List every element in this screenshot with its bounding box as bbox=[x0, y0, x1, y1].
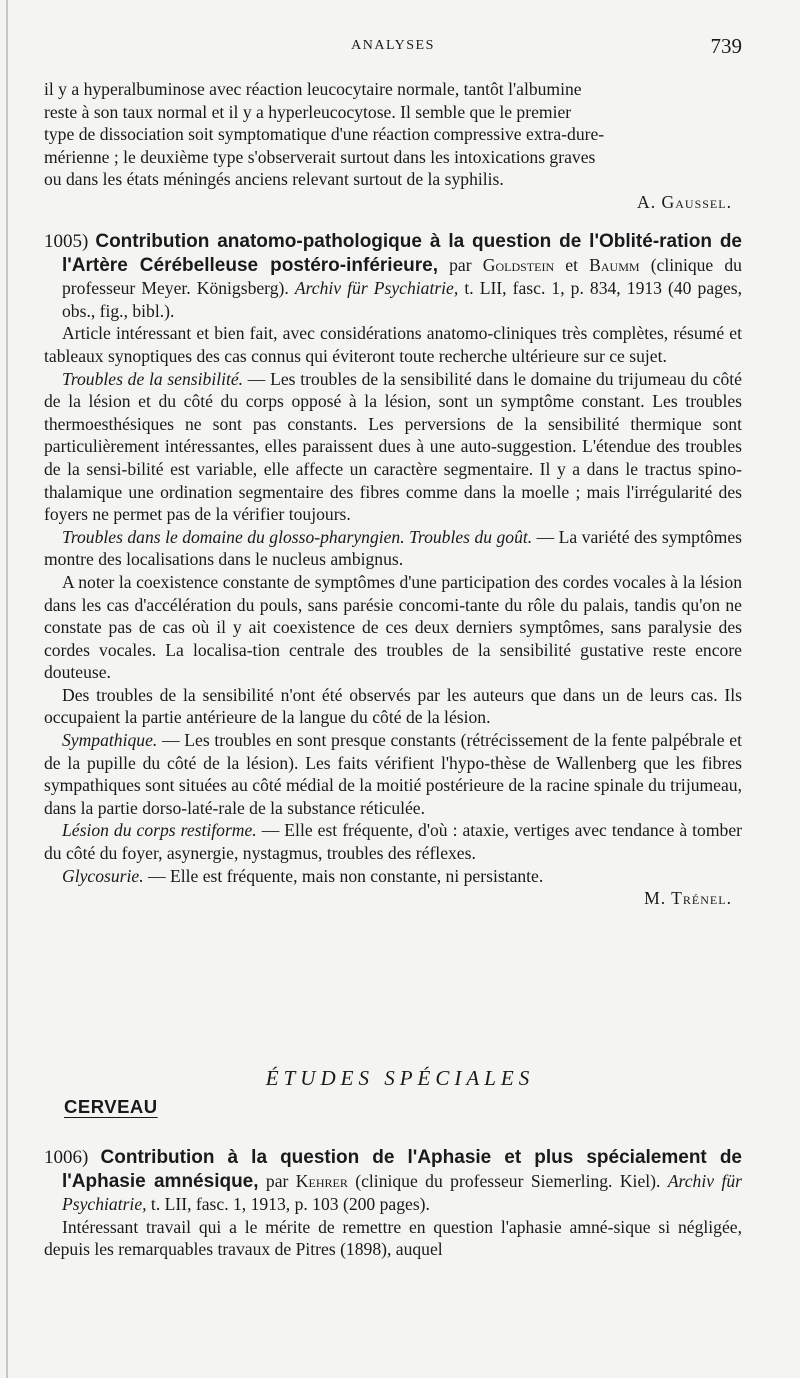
section-heading: Troubles dans le domaine du glosso-pharyngien. Troubles du goût. bbox=[62, 526, 533, 547]
intro-line: il y a hyperalbuminose avec réaction leucocytaire normale, tantôt l'albumine bbox=[44, 79, 582, 99]
journal-name: Archiv für Psychiatrie, bbox=[62, 1170, 742, 1215]
paragraph: Des troubles de la sensibilité n'ont été observés par les auteurs que dans un de leurs cas. Ils occupaient la partie antérieure de la langue du côté de la lésion. bbox=[44, 684, 742, 728]
section-paragraph bbox=[44, 819, 742, 864]
and-text: et bbox=[554, 254, 590, 275]
section-title: ÉTUDES SPÉCIALES bbox=[265, 1066, 535, 1090]
affiliation: (clinique du professeur Meyer. Königsberg). bbox=[62, 254, 742, 299]
section-text: — Les troubles de la sensibilité dans le domaine du trijumeau du côté de la lésion et du côté du corps opposé à la lésion, sont un symptôme constant. Les troubles thermoesthésiques ne sont pas constants. Les perversions de la sensibilité thermique sont particulièrement intéressantes, elles paraissent dues à une auto-suggestion. L'étendue des troubles de la sensi-bilité est variable, elle affecte un caractère segmentaire. Il y a dans le tractus spino-thalamique une ordination segmentaire des fibres comme dans la moelle ; mais l'irrégularité des foyers ne permet pas de la vérifier toujours. bbox=[44, 368, 742, 525]
author-name: Goldstein bbox=[482, 254, 555, 275]
section-paragraph bbox=[44, 865, 742, 888]
section-text: — Elle est fréquente, d'où : ataxie, vertiges avec tendance à tomber du côté du foyer, asynergie, nystagmus, troubles des réflexes. bbox=[44, 820, 742, 864]
affiliation: (clinique du professeur Siemerling. Kiel). bbox=[347, 1170, 668, 1191]
section-text: — Les troubles en sont presque constants (rétrécissement de la fente palpébrale et de la pupille du côté de la lésion). Les faits vérifient l'hypo-thèse de Wallenberg que les fibres sympathiques sont situées au côté médial de la moitié postérieure de la racine spinale du trijumeau, dans la partie dorso-laté-rale de la substance réticulée. bbox=[44, 730, 742, 818]
intro-line: type de dissociation soit symptomatique d'une réaction compressive extra-dure- bbox=[44, 124, 605, 145]
section-text: — Elle est fréquente, mais non constante, ni persistante. bbox=[143, 865, 544, 886]
page-number: 739 bbox=[710, 34, 742, 58]
entry-number: 1005) bbox=[44, 231, 89, 252]
intro-block bbox=[44, 78, 742, 214]
page-header bbox=[44, 34, 742, 64]
section-heading: Troubles de la sensibilité. bbox=[62, 368, 244, 389]
entry-title: Contribution anatomo-pathologique à la question de l'Oblité-ration de l'Artère Cérébelleuse postéro-inférieure, bbox=[62, 231, 742, 276]
signature-trenel: M. Trénel. bbox=[644, 888, 732, 909]
paragraph: Intéressant travail qui a le mérite de remettre en question l'aphasie amné-sique si négligée, depuis les remarquables travaux de Pitres (1898), auquel bbox=[44, 1216, 742, 1260]
intro-line: reste à son taux normal et il y a hyperleucocytose. Il semble que le premier bbox=[44, 101, 572, 122]
journal-name: Archiv für Psychiatrie, bbox=[294, 278, 459, 299]
entry-title: Contribution à la question de l'Aphasie et plus spécialement de l'Aphasie amnésique, bbox=[62, 1147, 742, 1192]
binding-edge bbox=[6, 0, 8, 1378]
intro-line: mérienne ; le deuxième type s'observerait surtout dans les intoxications graves bbox=[44, 146, 596, 167]
by-text: par bbox=[258, 1170, 296, 1191]
entry-1005-heading bbox=[44, 230, 742, 322]
citation: t. LII, fasc. 1, p. 834, 1913 (40 pages, obs., fig., bibl.). bbox=[62, 278, 742, 321]
section-heading: Lésion du corps restiforme. bbox=[62, 820, 257, 841]
signature-gaussel: A. Gaussel. bbox=[637, 191, 732, 212]
section-paragraph bbox=[44, 729, 742, 819]
entry-1006 bbox=[44, 1146, 742, 1261]
section-heading: Sympathique. bbox=[62, 730, 158, 751]
section-paragraph bbox=[44, 526, 742, 571]
paragraph: A noter la coexistence constante de symptômes d'une participation des cordes vocales à la lésion dans les cas d'accélération du pouls, sans parésie concomi-tante du rôle du palais, tandis qu'on ne constate pas de cas où il y ait coexistence de ces deux derniers symptômes, sans paralysie des cordes vocales. La localisa-tion centrale des troubles de la sensibilité gustative reste encore douteuse. bbox=[44, 571, 742, 683]
intro-line: ou dans les états méningés anciens relevant surtout de la syphilis. bbox=[44, 169, 504, 190]
section-paragraph bbox=[44, 368, 742, 526]
paragraph: Article intéressant et bien fait, avec considérations anatomo-cliniques très complètes, résumé et tableaux synoptiques des cas connus qui éviteront toute recherche ultérieure sur ce sujet. bbox=[44, 323, 742, 366]
running-title: ANALYSES bbox=[351, 38, 435, 53]
by-text: par bbox=[437, 254, 483, 275]
section-heading: Glycosurie. bbox=[62, 865, 144, 886]
author-name: Kehrer bbox=[295, 1170, 348, 1191]
author-name: Baumm bbox=[589, 254, 640, 275]
citation: t. LII, fasc. 1, 1913, p. 103 (200 pages). bbox=[146, 1194, 430, 1215]
entry-number: 1006) bbox=[44, 1147, 89, 1168]
entry-1006-heading bbox=[44, 1146, 742, 1216]
entry-1005 bbox=[44, 230, 742, 910]
subsection-heading: CERVEAU bbox=[64, 1096, 158, 1117]
section-text: — La variété des symptômes montre des localisations dans le nucleus ambignus. bbox=[44, 526, 742, 570]
